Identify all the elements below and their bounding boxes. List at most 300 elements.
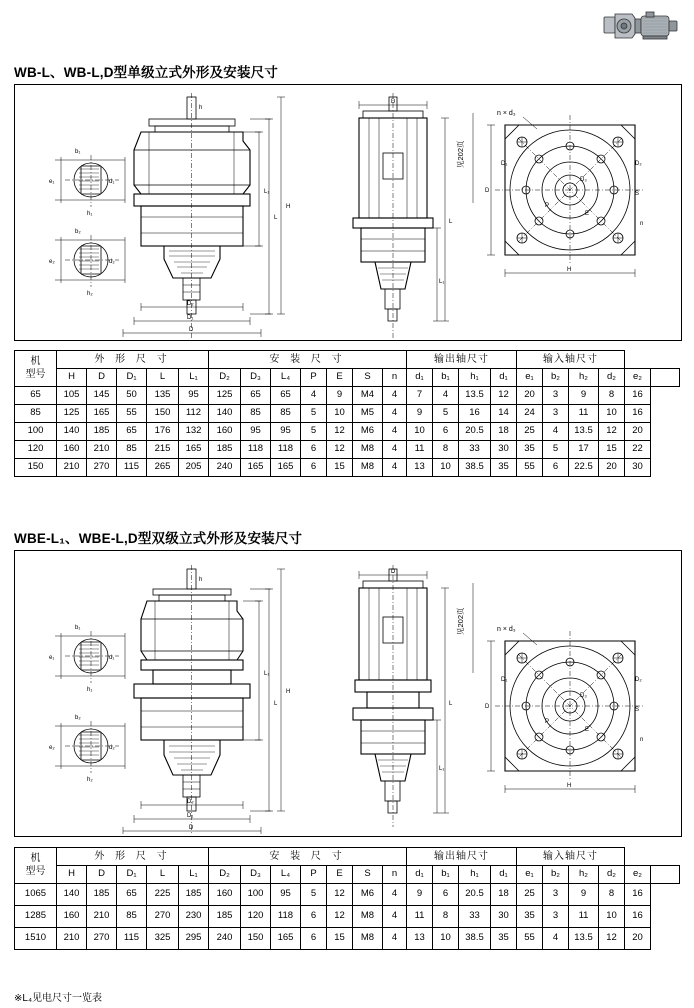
- col-extra: [651, 866, 680, 884]
- cell: 150: [147, 405, 179, 423]
- col-d2: d₂: [599, 866, 625, 884]
- svg-text:b₁: b₁: [75, 625, 81, 631]
- cell: 5: [301, 884, 327, 906]
- col-e1: e₁: [517, 866, 543, 884]
- cell: 55: [517, 459, 543, 477]
- cell: 3: [543, 884, 569, 906]
- svg-text:D: D: [189, 327, 194, 333]
- cell: 4: [383, 928, 407, 950]
- col-P: P: [301, 866, 327, 884]
- cell: 18: [491, 884, 517, 906]
- svg-text:b₁: b₁: [75, 149, 81, 155]
- cell: 145: [87, 387, 117, 405]
- cell: 160: [209, 423, 241, 441]
- cell: 4: [301, 387, 327, 405]
- cell: 118: [271, 906, 301, 928]
- cell: 12: [491, 387, 517, 405]
- svg-text:见202页: 见202页: [456, 607, 465, 635]
- cell: 8: [433, 441, 459, 459]
- cell: 35: [517, 906, 543, 928]
- table-model-label-line2: 型号: [25, 865, 46, 877]
- col-d1: d₁: [491, 866, 517, 884]
- col-D3: D₃: [241, 866, 271, 884]
- cell: 6: [301, 928, 327, 950]
- cell: M8: [353, 928, 383, 950]
- cell: 20: [625, 423, 651, 441]
- cell: 4: [543, 928, 569, 950]
- svg-text:e₂: e₂: [49, 259, 55, 265]
- cell: 33: [459, 906, 491, 928]
- cell: 18: [491, 423, 517, 441]
- svg-text:h₂: h₂: [87, 777, 93, 783]
- cell: 105: [57, 387, 87, 405]
- cell: 10: [327, 405, 353, 423]
- cell: 95: [271, 884, 301, 906]
- col-h2: h₂: [569, 369, 599, 387]
- cell: 210: [57, 459, 87, 477]
- cell: 150: [241, 928, 271, 950]
- cell: 210: [87, 906, 117, 928]
- cell: 12: [599, 928, 625, 950]
- group-header-mounting: 安 装 尺 寸: [209, 848, 407, 866]
- cell: 118: [271, 441, 301, 459]
- cell: 4: [383, 387, 407, 405]
- col-e2: e₂: [625, 369, 651, 387]
- cell: 65: [117, 884, 147, 906]
- svg-text:e₁: e₁: [49, 179, 55, 185]
- cell: 55: [517, 928, 543, 950]
- svg-text:D: D: [485, 188, 490, 194]
- svg-text:n: n: [640, 737, 644, 743]
- col-L1: L₁: [179, 369, 209, 387]
- cell-model: 1065: [15, 884, 57, 906]
- cell: M8: [353, 441, 383, 459]
- cell: 165: [179, 441, 209, 459]
- col-D2: D₂: [209, 369, 241, 387]
- cell: 112: [179, 405, 209, 423]
- group-header-mounting: 安 装 尺 寸: [209, 351, 407, 369]
- cell: 160: [57, 441, 87, 459]
- svg-text:n × d₃: n × d₃: [497, 626, 516, 633]
- cell: 185: [209, 441, 241, 459]
- group-header-output-shaft: 输出轴尺寸: [407, 848, 517, 866]
- cell: 9: [569, 884, 599, 906]
- cell: 4: [383, 906, 407, 928]
- cell: 16: [625, 387, 651, 405]
- svg-text:P: P: [545, 719, 550, 725]
- cell: 140: [209, 405, 241, 423]
- svg-text:h₁: h₁: [87, 211, 93, 217]
- cell: 11: [569, 906, 599, 928]
- col-d1-mount: d₁: [407, 369, 433, 387]
- cell: 35: [491, 459, 517, 477]
- cell: 185: [87, 423, 117, 441]
- cell: M6: [353, 423, 383, 441]
- cell: 11: [407, 906, 433, 928]
- cell: 13.5: [459, 387, 491, 405]
- cell-model: 1285: [15, 906, 57, 928]
- svg-text:e₁: e₁: [49, 655, 55, 661]
- cell: 6: [543, 459, 569, 477]
- cell: 132: [179, 423, 209, 441]
- col-H: H: [57, 369, 87, 387]
- cell: 120: [241, 906, 271, 928]
- cell: 12: [327, 884, 353, 906]
- cell: 160: [209, 884, 241, 906]
- svg-text:D₁: D₁: [187, 315, 194, 321]
- col-b2: b₂: [543, 369, 569, 387]
- table-model-label-line1: 机: [30, 356, 41, 367]
- cell: 230: [179, 906, 209, 928]
- cell: 225: [147, 884, 179, 906]
- svg-text:d₂: d₂: [109, 259, 115, 265]
- svg-text:d₁: d₁: [109, 179, 115, 185]
- cell: 9: [407, 884, 433, 906]
- svg-text:D: D: [189, 825, 194, 831]
- col-n: n: [383, 369, 407, 387]
- cell: 4: [383, 441, 407, 459]
- cell: 185: [209, 906, 241, 928]
- col-n: n: [383, 866, 407, 884]
- spec-table-double: [14, 847, 680, 950]
- cell: 65: [117, 423, 147, 441]
- cell: 65: [271, 387, 301, 405]
- spec-table-single: [14, 350, 680, 477]
- cell: 140: [57, 423, 87, 441]
- svg-text:L₁: L₁: [264, 671, 270, 677]
- cell: 7: [407, 387, 433, 405]
- cell: 38.5: [459, 928, 491, 950]
- svg-text:d₂: d₂: [109, 745, 115, 751]
- cell: 140: [57, 884, 87, 906]
- cell: 5: [433, 405, 459, 423]
- svg-text:见202页: 见202页: [456, 140, 465, 168]
- cell: 165: [271, 459, 301, 477]
- svg-text:h: h: [199, 577, 203, 583]
- cell: 3: [543, 405, 569, 423]
- cell-model: 100: [15, 423, 57, 441]
- col-D1: D₁: [117, 866, 147, 884]
- cell: 100: [241, 884, 271, 906]
- col-d2: d₂: [599, 369, 625, 387]
- table-row: [15, 387, 680, 405]
- group-header-output-shaft: 输出轴尺寸: [407, 351, 517, 369]
- cell: 115: [117, 459, 147, 477]
- cell: 8: [599, 884, 625, 906]
- table-row: [15, 441, 680, 459]
- col-L1: L₁: [179, 866, 209, 884]
- svg-text:d₁: d₁: [109, 655, 115, 661]
- cell: 325: [147, 928, 179, 950]
- cell: 10: [599, 405, 625, 423]
- cell: 9: [569, 387, 599, 405]
- svg-text:n: n: [640, 221, 644, 227]
- cell: 16: [625, 884, 651, 906]
- cell: 5: [301, 405, 327, 423]
- cell: 240: [209, 928, 241, 950]
- cell: 16: [459, 405, 491, 423]
- cell: 4: [383, 405, 407, 423]
- table-column-header-row: [15, 369, 680, 387]
- svg-text:D₁: D₁: [501, 161, 508, 167]
- cell: 185: [179, 884, 209, 906]
- svg-text:D₂: D₂: [635, 161, 642, 167]
- cell: 5: [543, 441, 569, 459]
- cell: 15: [599, 441, 625, 459]
- svg-text:e₂: e₂: [49, 745, 55, 751]
- cell: 210: [87, 441, 117, 459]
- cell: 125: [209, 387, 241, 405]
- cell: 33: [459, 441, 491, 459]
- svg-text:b₂: b₂: [75, 715, 81, 721]
- cell: 35: [517, 441, 543, 459]
- cell: 30: [491, 906, 517, 928]
- cell: 5: [301, 423, 327, 441]
- group-header-input-shaft: 输入轴尺寸: [517, 848, 625, 866]
- cell: 6: [301, 906, 327, 928]
- section-heading-double: WBE-L₁、WBE-L,D型双级立式外形及安装尺寸: [14, 531, 303, 546]
- svg-text:h₁: h₁: [87, 687, 93, 693]
- cell: 4: [383, 459, 407, 477]
- cell: 50: [117, 387, 147, 405]
- cell: M8: [353, 459, 383, 477]
- cell-model: 150: [15, 459, 57, 477]
- cell: 135: [147, 387, 179, 405]
- svg-text:n × d₃: n × d₃: [497, 110, 516, 117]
- cell: 15: [327, 459, 353, 477]
- col-extra: [651, 369, 680, 387]
- table-row: [15, 928, 680, 950]
- svg-text:D₂: D₂: [187, 301, 194, 307]
- cell-model: 1510: [15, 928, 57, 950]
- col-L4: L₄: [271, 866, 301, 884]
- svg-text:D: D: [391, 99, 396, 105]
- table-model-label-line1: 机: [30, 853, 41, 864]
- col-b2: b₂: [543, 866, 569, 884]
- col-S: S: [353, 866, 383, 884]
- col-h2: h₂: [569, 866, 599, 884]
- table-model-label-line2: 型号: [25, 368, 46, 380]
- table-row: [15, 884, 680, 906]
- cell: 240: [209, 459, 241, 477]
- cell: 3: [543, 906, 569, 928]
- cell: 210: [57, 928, 87, 950]
- svg-text:D₁: D₁: [187, 813, 194, 819]
- col-D: D: [87, 866, 117, 884]
- col-e2: e₂: [625, 866, 651, 884]
- drawing-frame-double: [14, 550, 682, 837]
- cell: 16: [625, 405, 651, 423]
- cell: 11: [569, 405, 599, 423]
- cell: 20: [625, 928, 651, 950]
- cell: 95: [241, 423, 271, 441]
- cell: M4: [353, 387, 383, 405]
- cell-model: 120: [15, 441, 57, 459]
- cell: 25: [517, 884, 543, 906]
- svg-text:D₃: D₃: [580, 693, 587, 699]
- svg-text:S: S: [635, 191, 640, 197]
- cell: M6: [353, 884, 383, 906]
- col-D3: D₃: [241, 369, 271, 387]
- svg-text:E: E: [585, 727, 590, 733]
- cell: 4: [383, 423, 407, 441]
- cell: 38.5: [459, 459, 491, 477]
- col-h1: h₁: [459, 866, 491, 884]
- svg-text:H: H: [567, 783, 572, 789]
- cell: 13.5: [569, 928, 599, 950]
- svg-text:D₂: D₂: [635, 677, 642, 683]
- svg-text:L: L: [274, 215, 278, 221]
- svg-text:D: D: [391, 569, 396, 575]
- svg-text:h: h: [199, 105, 203, 111]
- cell: 6: [433, 884, 459, 906]
- svg-text:P: P: [545, 203, 550, 209]
- svg-text:H: H: [286, 204, 291, 210]
- cell: 11: [407, 441, 433, 459]
- table-row: [15, 906, 680, 928]
- col-L4: L₄: [271, 369, 301, 387]
- cell: 12: [327, 906, 353, 928]
- cell: 95: [271, 423, 301, 441]
- col-E: E: [327, 369, 353, 387]
- col-E: E: [327, 866, 353, 884]
- cell: 13.5: [569, 423, 599, 441]
- svg-text:D₃: D₃: [580, 177, 587, 183]
- cell: 10: [407, 423, 433, 441]
- cell: 17: [569, 441, 599, 459]
- col-h1: h₁: [459, 369, 491, 387]
- svg-text:L: L: [274, 701, 278, 707]
- cell: 95: [179, 387, 209, 405]
- cell: 22.5: [569, 459, 599, 477]
- cell: 215: [147, 441, 179, 459]
- cell: 160: [57, 906, 87, 928]
- cell: 12: [327, 423, 353, 441]
- group-header-outline: 外 形 尺 寸: [57, 351, 209, 369]
- svg-text:D₁: D₁: [501, 677, 508, 683]
- cell: 10: [433, 459, 459, 477]
- cell: 10: [433, 928, 459, 950]
- cell: 118: [241, 441, 271, 459]
- cell: 9: [407, 405, 433, 423]
- cell: 16: [625, 906, 651, 928]
- cell: M5: [353, 405, 383, 423]
- cell: 270: [147, 906, 179, 928]
- cell: 12: [327, 441, 353, 459]
- cell: 6: [301, 459, 327, 477]
- cell: 6: [301, 441, 327, 459]
- cell: 165: [241, 459, 271, 477]
- cell: 295: [179, 928, 209, 950]
- svg-text:E: E: [585, 211, 590, 217]
- col-P: P: [301, 369, 327, 387]
- cell: 20: [517, 387, 543, 405]
- cell: 55: [117, 405, 147, 423]
- cell: 65: [241, 387, 271, 405]
- svg-text:S: S: [635, 707, 640, 713]
- cell: 85: [117, 906, 147, 928]
- col-D2: D₂: [209, 866, 241, 884]
- cell: 165: [87, 405, 117, 423]
- col-d1: d₁: [491, 369, 517, 387]
- cell: 270: [87, 928, 117, 950]
- cell: 8: [433, 906, 459, 928]
- cell: 85: [241, 405, 271, 423]
- cell: 13: [407, 928, 433, 950]
- cell: 22: [625, 441, 651, 459]
- cell: 20.5: [459, 423, 491, 441]
- cell: 4: [433, 387, 459, 405]
- svg-text:L₁: L₁: [439, 279, 445, 285]
- cell-model: 65: [15, 387, 57, 405]
- cell: 15: [327, 928, 353, 950]
- cell: 4: [543, 423, 569, 441]
- svg-text:L₁: L₁: [264, 189, 270, 195]
- cell: 6: [433, 423, 459, 441]
- col-b1: b₁: [433, 866, 459, 884]
- svg-text:L: L: [449, 219, 453, 225]
- group-header-outline: 外 形 尺 寸: [57, 848, 209, 866]
- cell: 20.5: [459, 884, 491, 906]
- col-L: L: [147, 866, 179, 884]
- cell: 20: [599, 459, 625, 477]
- cell: 9: [327, 387, 353, 405]
- table-row: [15, 459, 680, 477]
- cell: 85: [271, 405, 301, 423]
- table-row: [15, 405, 680, 423]
- section-heading-single: WB-L、WB-L,D型单级立式外形及安装尺寸: [14, 65, 279, 80]
- cell: 35: [491, 928, 517, 950]
- svg-text:D: D: [485, 704, 490, 710]
- cell: 165: [271, 928, 301, 950]
- cell: 176: [147, 423, 179, 441]
- svg-text:H: H: [567, 267, 572, 273]
- drawing-frame-single: [14, 84, 682, 341]
- cell: 3: [543, 387, 569, 405]
- svg-text:H: H: [286, 689, 291, 695]
- cell: 14: [491, 405, 517, 423]
- cell: 265: [147, 459, 179, 477]
- cell: 270: [87, 459, 117, 477]
- cell: 25: [517, 423, 543, 441]
- cell: 30: [625, 459, 651, 477]
- cell: 125: [57, 405, 87, 423]
- cell: 12: [599, 423, 625, 441]
- table-row: [15, 423, 680, 441]
- cell: 85: [117, 441, 147, 459]
- col-L: L: [147, 369, 179, 387]
- col-d1-mount: d₁: [407, 866, 433, 884]
- col-S: S: [353, 369, 383, 387]
- cell: M8: [353, 906, 383, 928]
- col-D: D: [87, 369, 117, 387]
- gearbox-motor-logo: [602, 4, 682, 48]
- col-e1: e₁: [517, 369, 543, 387]
- cell: 8: [599, 387, 625, 405]
- group-header-input-shaft: 输入轴尺寸: [517, 351, 625, 369]
- svg-text:h₂: h₂: [87, 291, 93, 297]
- cell: 24: [517, 405, 543, 423]
- svg-text:b₂: b₂: [75, 229, 81, 235]
- col-D1: D₁: [117, 369, 147, 387]
- cell: 205: [179, 459, 209, 477]
- col-b1: b₁: [433, 369, 459, 387]
- cell: 10: [599, 906, 625, 928]
- col-H: H: [57, 866, 87, 884]
- svg-text:L: L: [449, 701, 453, 707]
- table-column-header-row: [15, 866, 680, 884]
- cell-model: 85: [15, 405, 57, 423]
